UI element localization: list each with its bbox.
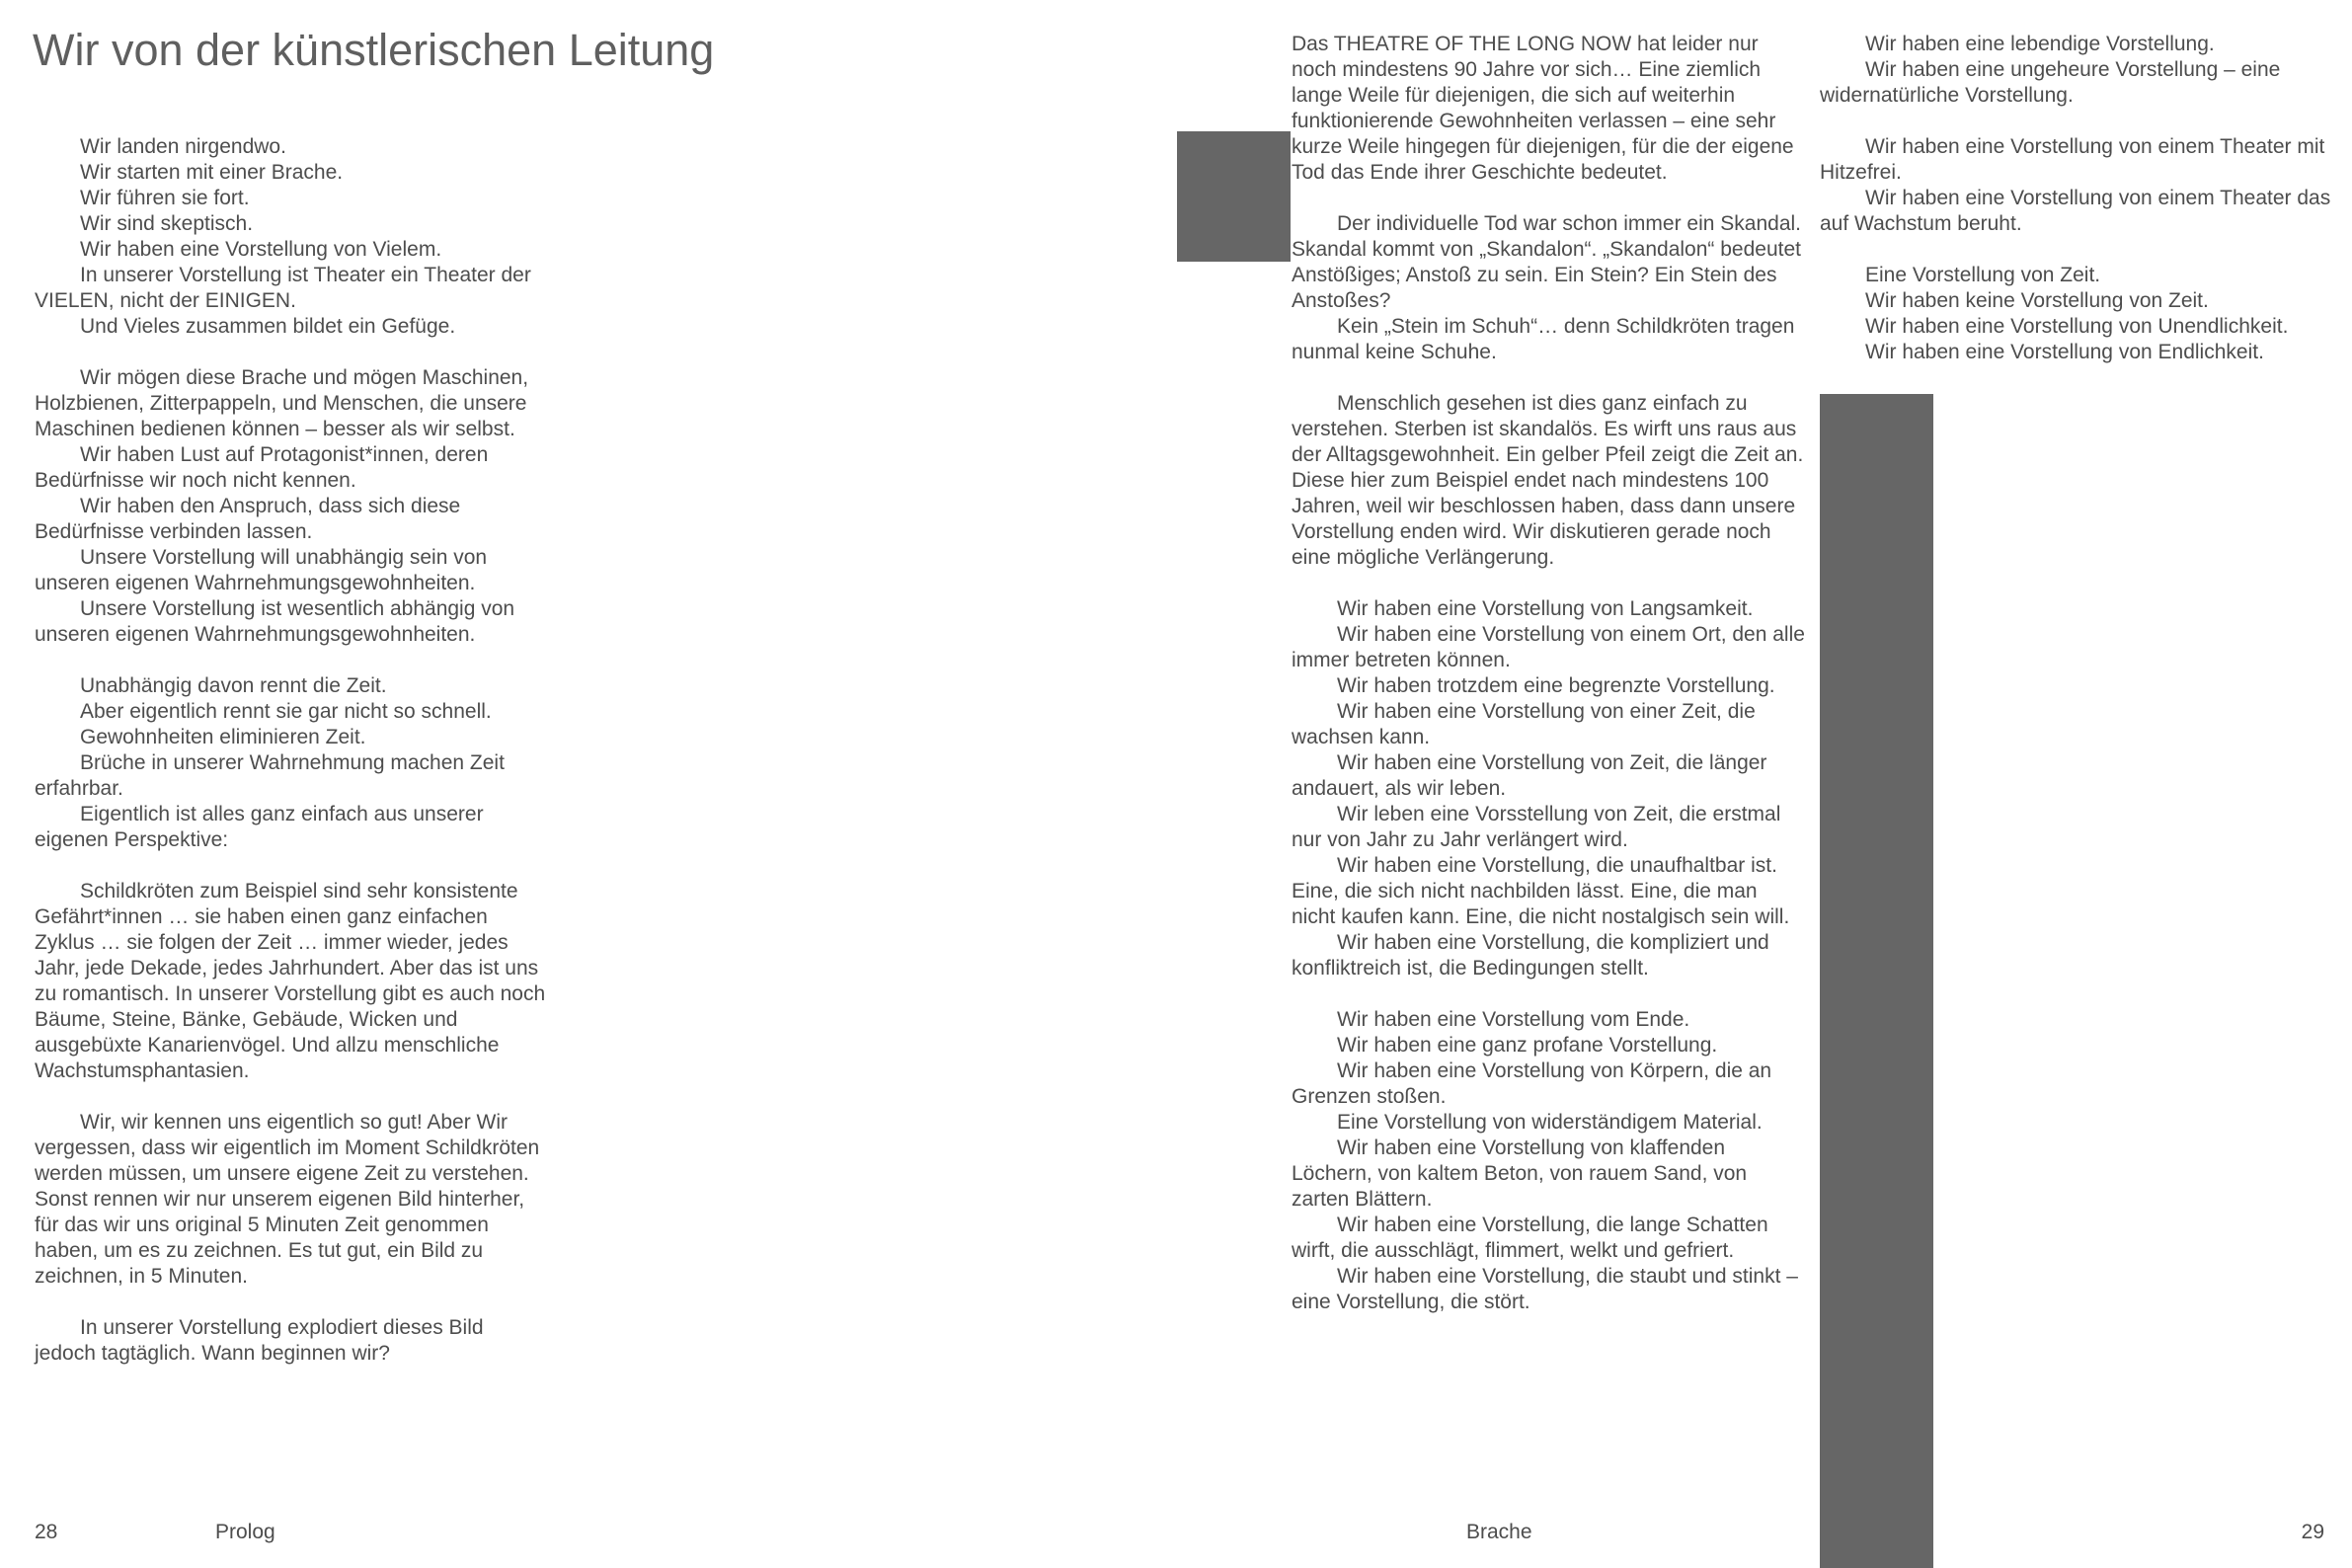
paragraph: Unabhängig davon rennt die Zeit. bbox=[80, 674, 387, 697]
paragraph: Wir haben eine lebendige Vorstellung. bbox=[1865, 33, 2215, 55]
paragraph: Wir haben eine Vorstellung von einem Theater mit Hitzefrei. bbox=[1820, 135, 2325, 184]
paragraph: Und Vieles zusammen bildet ein Gefüge. bbox=[80, 315, 456, 338]
paragraph: Wir haben eine Vorstellung von Endlichkeit. bbox=[1865, 341, 2264, 363]
text-column-middle bbox=[1292, 32, 1805, 1315]
paragraph: Eigentlich ist alles ganz einfach aus unserer eigenen Perspektive: bbox=[35, 803, 484, 851]
paragraph: Wir haben eine Vorstellung von Körpern, die an Grenzen stoßen. bbox=[1292, 1059, 1772, 1108]
paragraph-gap bbox=[1292, 571, 1805, 596]
paragraph: Wir haben Lust auf Protagonist*innen, deren Bedürfnisse wir noch nicht kennen. bbox=[35, 443, 489, 492]
paragraph: Wir, wir kennen uns eigentlich so gut! Aber Wir vergessen, dass wir eigentlich im Moment Schildkröten werden müssen, um unsere eigene Zeit zu verstehen. Sonst rennen wir nur unserem eigenen Bild hinterher, für das wir uns original 5 Minuten Zeit genommen haben, um es zu zeichnen. Es tut gut, ein Bild zu zeichnen, in 5 Minuten. bbox=[35, 1111, 540, 1288]
paragraph: Wir haben eine ganz profane Vorstellung. bbox=[1337, 1034, 1718, 1057]
paragraph: Wir haben eine Vorstellung, die kompliziert und konfliktreich ist, die Bedingungen stellt. bbox=[1292, 931, 1769, 980]
paragraph: Wir haben eine Vorstellung, die staubt und stinkt – eine Vorstellung, die stört. bbox=[1292, 1265, 1798, 1313]
paragraph: Brüche in unserer Wahrnehmung machen Zeit erfahrbar. bbox=[35, 751, 505, 800]
paragraph: Wir mögen diese Brache und mögen Maschinen, Holzbienen, Zitterpappeln, und Menschen, die unsere Maschinen bedienen können – besser als wir selbst. bbox=[35, 366, 529, 440]
paragraph: Das THEATRE OF THE LONG NOW hat leider nur noch mindestens 90 Jahre vor sich… Eine ziemlich lange Weile für diejenigen, die sich auf weiterhin funktionierende Gewohnheiten verlassen – eine sehr kurze Weile hingegen für diejenigen, für die der eigene Tod das Ende ihrer Geschichte bedeutet. bbox=[1292, 33, 1794, 184]
paragraph: Der individuelle Tod war schon immer ein Skandal. Skandal kommt von „Skandalon“. „Skandalon“ bedeutet Anstößiges; Anstoß zu sein. Ein Stein? Ein Stein des Anstoßes? bbox=[1292, 212, 1802, 312]
gray-block-tall bbox=[1820, 394, 1933, 1568]
paragraph: Menschlich gesehen ist dies ganz einfach zu verstehen. Sterben ist skandalös. Es wirft uns raus aus der Alltagsgewohnheit. Ein gelber Pfeil zeigt die Zeit an. Diese hier zum Beispiel endet nach mindestens 100 Jahren, weil wir beschlossen haben, dass dann unsere Vorstellung enden wird. Wir diskutieren gerade noch eine mögliche Verlängerung. bbox=[1292, 392, 1804, 569]
paragraph: Wir haben eine Vorstellung von Zeit, die länger andauert, als wir leben. bbox=[1292, 751, 1767, 800]
paragraph: Aber eigentlich rennt sie gar nicht so schnell. bbox=[80, 700, 492, 723]
paragraph: Wir haben eine Vorstellung von einem Theater das auf Wachstum beruht. bbox=[1820, 187, 2331, 235]
paragraph: Wir haben eine Vorstellung von Unendlichkeit. bbox=[1865, 315, 2289, 338]
paragraph: In unserer Vorstellung ist Theater ein Theater der VIELEN, nicht der EINIGEN. bbox=[35, 264, 531, 312]
paragraph-gap bbox=[1292, 186, 1805, 211]
paragraph: Wir haben eine Vorstellung von Vielem. bbox=[80, 238, 442, 261]
paragraph: Wir landen nirgendwo. bbox=[80, 135, 286, 158]
paragraph: Unsere Vorstellung ist wesentlich abhängig von unseren eigenen Wahrnehmungsgewohnheiten. bbox=[35, 597, 515, 646]
paragraph: Gewohnheiten eliminieren Zeit. bbox=[80, 726, 366, 748]
paragraph: Wir haben keine Vorstellung von Zeit. bbox=[1865, 289, 2209, 312]
paragraph: Wir sind skeptisch. bbox=[80, 212, 254, 235]
paragraph: Unsere Vorstellung will unabhängig sein von unseren eigenen Wahrnehmungsgewohnheiten. bbox=[35, 546, 488, 594]
paragraph-gap bbox=[1292, 365, 1805, 391]
section-label-left: Prolog bbox=[215, 1521, 275, 1543]
paragraph: Wir haben eine ungeheure Vorstellung – eine widernatürliche Vorstellung. bbox=[1820, 58, 2281, 107]
paragraph: Wir haben eine Vorstellung, die lange Schatten wirft, die ausschlägt, flimmert, welkt und gefriert. bbox=[1292, 1214, 1768, 1262]
text-column-right bbox=[1820, 32, 2343, 365]
paragraph: Kein „Stein im Schuh“… denn Schildkröten tragen nunmal keine Schuhe. bbox=[1292, 315, 1795, 363]
paragraph: Schildkröten zum Beispiel sind sehr konsistente Gefährt*innen … sie haben einen ganz einfachen Zyklus … sie folgen der Zeit … immer wieder, jedes Jahr, jede Dekade, jedes Jahrhundert. Aber das ist uns zu romantisch. In unserer Vorstellung gibt es auch noch Bäume, Steine, Bänke, Gebäude, Wicken und ausgebüxte Kanarienvögel. Und allzu menschliche Wachstumsphantasien. bbox=[35, 880, 546, 1082]
paragraph-gap bbox=[35, 340, 548, 365]
paragraph-gap bbox=[1820, 109, 2343, 134]
gray-block-top bbox=[1177, 131, 1291, 262]
paragraph: Wir haben den Anspruch, dass sich diese Bedürfnisse verbinden lassen. bbox=[35, 495, 461, 543]
paragraph: Wir haben eine Vorstellung, die unaufhaltbar ist. Eine, die sich nicht nachbilden lässt. Eine, die man nicht kaufen kann. Eine, die nicht nostalgisch sein will. bbox=[1292, 854, 1790, 928]
page-number-right: 29 bbox=[2301, 1521, 2324, 1543]
paragraph: Wir haben eine Vorstellung vom Ende. bbox=[1337, 1008, 1690, 1031]
text-column-left bbox=[35, 134, 548, 1367]
page-number-left: 28 bbox=[35, 1521, 58, 1543]
paragraph-gap bbox=[35, 1290, 548, 1315]
paragraph: Wir starten mit einer Brache. bbox=[80, 161, 344, 184]
paragraph-gap bbox=[35, 1084, 548, 1110]
paragraph: Wir führen sie fort. bbox=[80, 187, 250, 209]
paragraph: In unserer Vorstellung explodiert dieses Bild jedoch tagtäglich. Wann beginnen wir? bbox=[35, 1316, 484, 1365]
paragraph-gap bbox=[1292, 981, 1805, 1007]
paragraph: Wir leben eine Vorsstellung von Zeit, die erstmal nur von Jahr zu Jahr verlängert wird. bbox=[1292, 803, 1781, 851]
paragraph: Eine Vorstellung von widerständigem Material. bbox=[1337, 1111, 1763, 1134]
section-label-right: Brache bbox=[1466, 1521, 1532, 1543]
paragraph: Wir haben eine Vorstellung von Langsamkeit. bbox=[1337, 597, 1754, 620]
paragraph-gap bbox=[1820, 237, 2343, 263]
paragraph: Eine Vorstellung von Zeit. bbox=[1865, 264, 2101, 286]
paragraph: Wir haben eine Vorstellung von klaffenden Löchern, von kaltem Beton, von rauem Sand, von zarten Blättern. bbox=[1292, 1137, 1748, 1211]
paragraph-gap bbox=[35, 648, 548, 673]
paragraph: Wir haben trotzdem eine begrenzte Vorstellung. bbox=[1337, 674, 1775, 697]
page-title: Wir von der künstlerischen Leitung bbox=[33, 25, 715, 75]
paragraph-gap bbox=[35, 853, 548, 879]
paragraph: Wir haben eine Vorstellung von einer Zeit, die wachsen kann. bbox=[1292, 700, 1756, 748]
paragraph: Wir haben eine Vorstellung von einem Ort, den alle immer betreten können. bbox=[1292, 623, 1805, 671]
